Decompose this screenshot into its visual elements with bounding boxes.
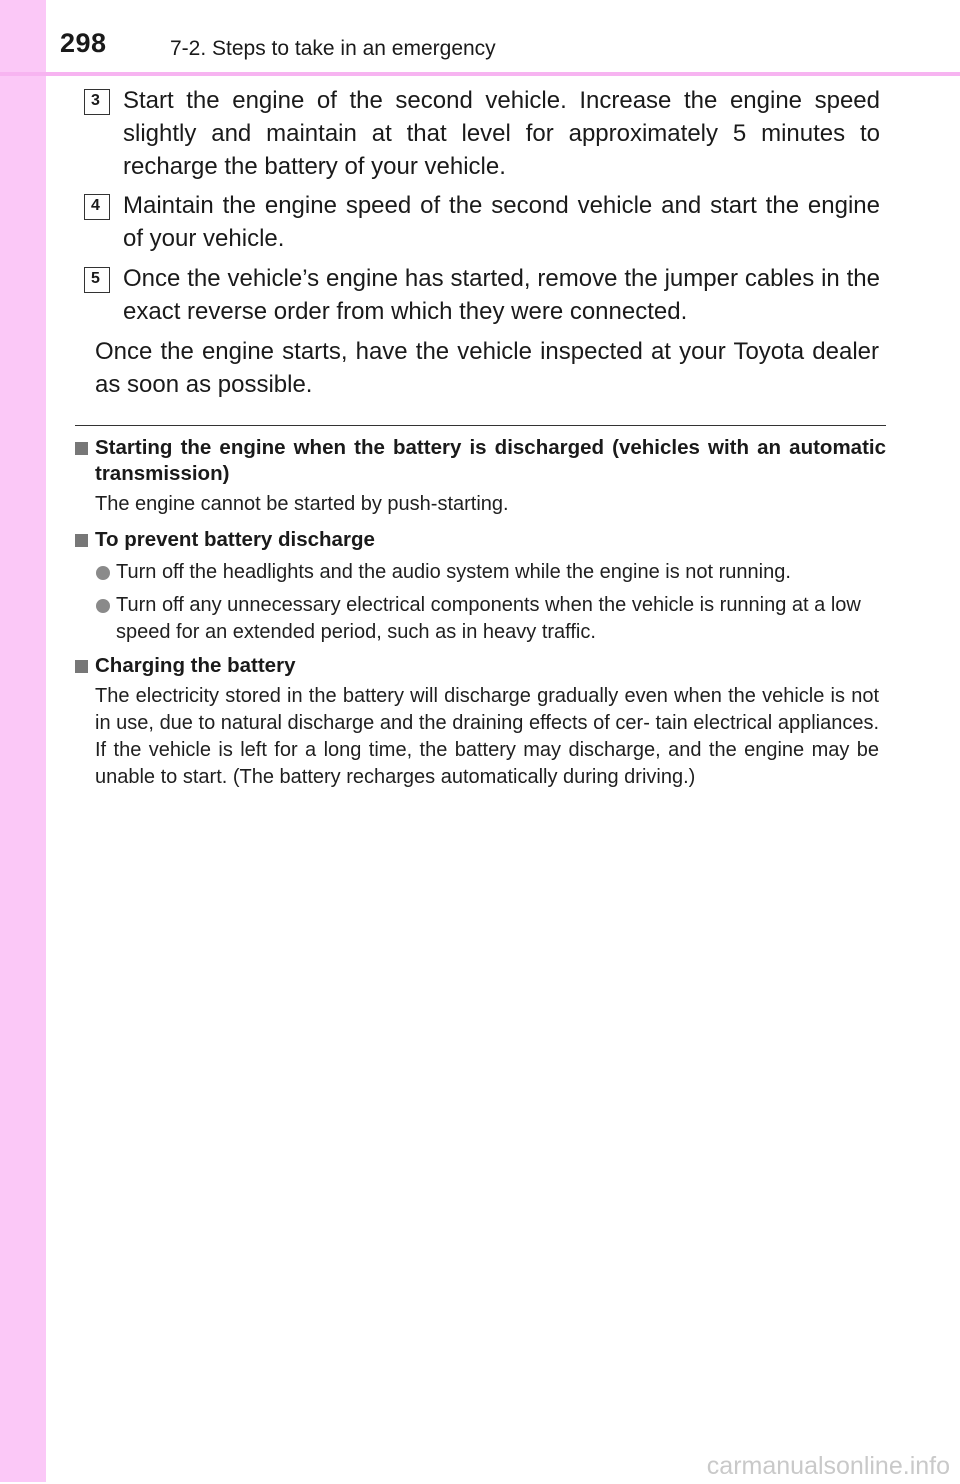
note-heading-text: Starting the engine when the battery is discharged (vehicles with an automatic transmission) — [95, 436, 886, 485]
section-divider — [75, 425, 886, 426]
header-rule — [0, 72, 960, 76]
bullet-item — [96, 559, 886, 586]
note-heading-text: To prevent battery discharge — [95, 528, 375, 551]
circle-bullet-icon — [96, 566, 110, 580]
step-badge: 4 — [84, 194, 110, 220]
side-tab-strip — [0, 0, 46, 1482]
bullet-text: Turn off the headlights and the audio system while the engine is not running. — [116, 561, 791, 583]
note-push-starting — [75, 435, 886, 518]
note-heading-text: Charging the battery — [95, 654, 296, 677]
closing-paragraph: Once the engine starts, have the vehicle inspected at your Toyota dealer as soon as possible. — [95, 338, 879, 398]
bullet-item — [96, 592, 886, 646]
note-heading — [75, 527, 886, 553]
step-4 — [84, 189, 880, 255]
circle-bullet-icon — [96, 599, 110, 613]
bullet-text: Turn off any unnecessary electrical components when the vehicle is running at a low speed for an extended period, such as in heavy traffic. — [116, 594, 861, 643]
step-3 — [84, 84, 880, 183]
note-heading — [75, 435, 886, 487]
section-title: 7-2. Steps to take in an emergency — [170, 37, 496, 60]
step-badge: 5 — [84, 267, 110, 293]
note-body: The engine cannot be started by push-starting. — [95, 493, 509, 515]
watermark: carmanualsonline.info — [706, 1452, 950, 1480]
square-bullet-icon — [75, 660, 88, 673]
note-prevent-discharge — [75, 527, 886, 646]
page-number: 298 — [60, 28, 107, 58]
note-heading — [75, 653, 886, 679]
note-body: The electricity stored in the battery will discharge gradually even when the vehicle is not in use, due to natural discharge and the draining effects of cer- tain electrical appliances. If the vehicle is left for a long time, the battery may discharge, and the engine may be unable to start. (The battery recharges automatically during driving.) — [95, 685, 879, 788]
square-bullet-icon — [75, 442, 88, 455]
step-badge: 3 — [84, 89, 110, 115]
step-text: Once the vehicle’s engine has started, remove the jumper cables in the exact reverse order from which they were connected. — [123, 265, 880, 325]
square-bullet-icon — [75, 534, 88, 547]
step-5 — [84, 262, 880, 328]
note-charging — [75, 653, 886, 791]
step-text: Start the engine of the second vehicle. Increase the engine speed slightly and maintain at that level for approximately 5 minutes to recharge the battery of your vehicle. — [123, 87, 880, 180]
step-text: Maintain the engine speed of the second vehicle and start the engine of your vehicle. — [123, 192, 880, 252]
